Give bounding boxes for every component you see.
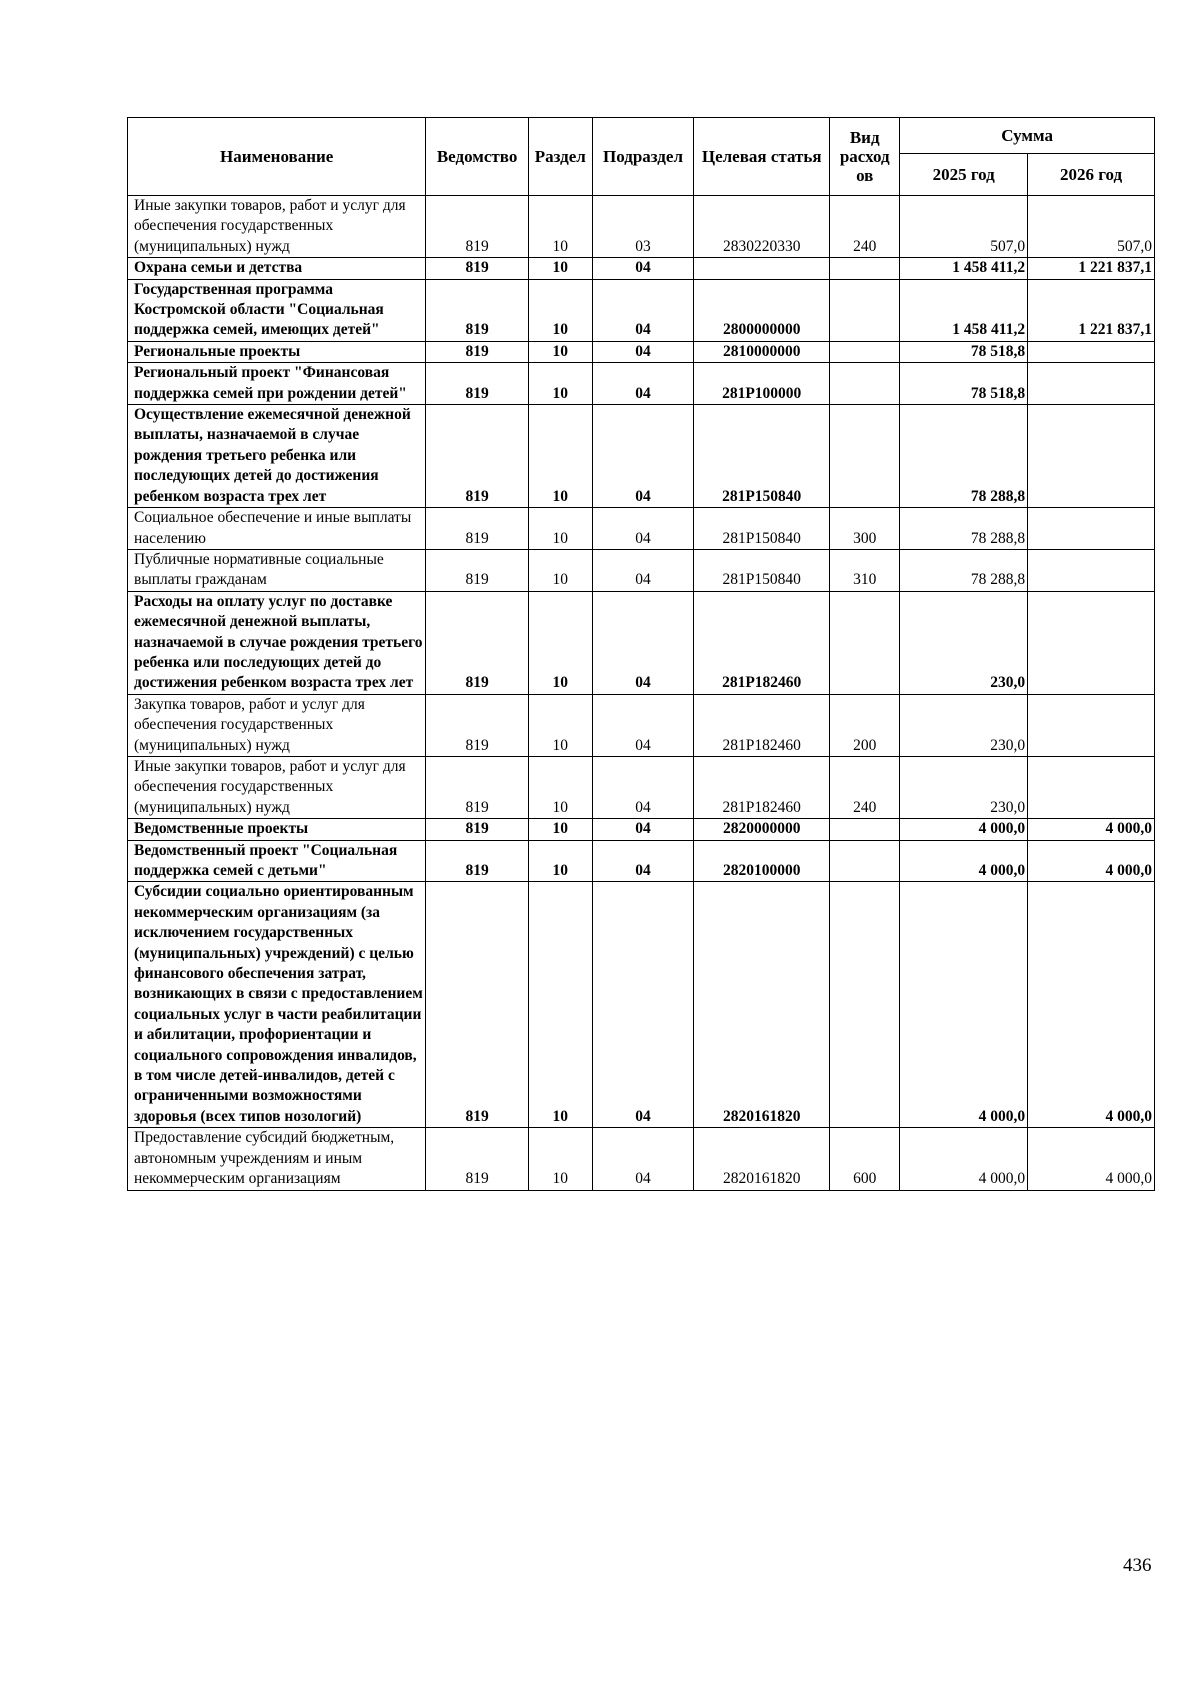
row-name: Закупка товаров, работ и услуг для обеспечения государственных (муниципальных) нужд [128,694,426,756]
row-name: Охрана семьи и детства [128,258,426,279]
row-section: 10 [528,840,592,882]
row-dept: 819 [426,549,528,591]
row-sum-2026: 1 221 837,1 [1028,258,1155,279]
row-section: 10 [528,819,592,840]
row-dept: 819 [426,258,528,279]
header-dept: Ведомство [426,118,528,196]
row-dept: 819 [426,279,528,341]
table-row [128,341,1155,362]
row-section: 10 [528,341,592,362]
row-sum-2026 [1028,405,1155,508]
row-sum-2025: 1 458 411,2 [900,258,1028,279]
row-target: 281Р150840 [694,508,830,550]
row-sum-2025: 78 288,8 [900,405,1028,508]
row-expense-type [830,840,900,882]
table-row [128,840,1155,882]
row-subsection: 04 [592,756,693,818]
header-name: Наименование [128,118,426,196]
row-target: 2820161820 [694,882,830,1128]
row-sum-2026 [1028,694,1155,756]
row-target: 2820000000 [694,819,830,840]
row-section: 10 [528,1128,592,1190]
header-target: Целевая статья [694,118,830,196]
row-expense-type: 600 [830,1128,900,1190]
row-sum-2026: 1 221 837,1 [1028,279,1155,341]
row-sum-2026: 4 000,0 [1028,819,1155,840]
row-target: 281Р150840 [694,405,830,508]
row-sum-2025: 4 000,0 [900,1128,1028,1190]
row-subsection: 04 [592,279,693,341]
row-expense-type [830,819,900,840]
row-dept: 819 [426,756,528,818]
row-sum-2025: 230,0 [900,694,1028,756]
row-name: Государственная программа Костромской области "Социальная поддержка семей, имеющих детей" [128,279,426,341]
row-target: 281Р182460 [694,591,830,694]
row-name: Иные закупки товаров, работ и услуг для обеспечения государственных (муниципальных) нужд [128,756,426,818]
header-2026: 2026 год [1028,154,1155,196]
row-name: Осуществление ежемесячной денежной выплаты, назначаемой в случае рождения третьего ребенка или последующих детей до достижения ребенком возраста трех лет [128,405,426,508]
row-expense-type [830,258,900,279]
header-sum: Сумма [900,118,1155,154]
row-target: 2810000000 [694,341,830,362]
row-sum-2026: 4 000,0 [1028,840,1155,882]
row-dept: 819 [426,591,528,694]
row-target [694,258,830,279]
row-expense-type: 300 [830,508,900,550]
row-section: 10 [528,549,592,591]
row-section: 10 [528,258,592,279]
row-sum-2025: 78 518,8 [900,341,1028,362]
table-row [128,819,1155,840]
row-target: 2830220330 [694,196,830,258]
row-subsection: 04 [592,341,693,362]
row-section: 10 [528,363,592,405]
row-sum-2026 [1028,363,1155,405]
row-dept: 819 [426,405,528,508]
header-subsection: Подраздел [592,118,693,196]
row-section: 10 [528,694,592,756]
row-subsection: 04 [592,840,693,882]
row-section: 10 [528,882,592,1128]
row-expense-type [830,882,900,1128]
row-section: 10 [528,756,592,818]
row-sum-2025: 230,0 [900,591,1028,694]
row-dept: 819 [426,1128,528,1190]
table-row [128,756,1155,818]
row-name: Расходы на оплату услуг по доставке ежемесячной денежной выплаты, назначаемой в случае рождения третьего ребенка или последующих детей до достижения ребенком возраста трех лет [128,591,426,694]
row-sum-2026 [1028,549,1155,591]
row-name: Региональные проекты [128,341,426,362]
row-expense-type [830,341,900,362]
header-section: Раздел [528,118,592,196]
row-dept: 819 [426,882,528,1128]
row-section: 10 [528,405,592,508]
row-sum-2026: 4 000,0 [1028,1128,1155,1190]
row-section: 10 [528,508,592,550]
page-number: 436 [1123,1555,1152,1576]
row-name: Ведомственные проекты [128,819,426,840]
row-subsection: 04 [592,1128,693,1190]
row-dept: 819 [426,341,528,362]
row-expense-type [830,363,900,405]
row-sum-2025: 78 518,8 [900,363,1028,405]
row-sum-2025: 1 458 411,2 [900,279,1028,341]
row-subsection: 04 [592,508,693,550]
row-target: 2820100000 [694,840,830,882]
row-sum-2026: 507,0 [1028,196,1155,258]
table-row [128,363,1155,405]
row-subsection: 04 [592,694,693,756]
row-expense-type: 240 [830,196,900,258]
table-row [128,508,1155,550]
table-row [128,882,1155,1128]
row-sum-2026 [1028,341,1155,362]
table-row [128,549,1155,591]
row-dept: 819 [426,694,528,756]
row-target: 281Р182460 [694,756,830,818]
row-name: Публичные нормативные социальные выплаты гражданам [128,549,426,591]
row-sum-2026 [1028,591,1155,694]
row-sum-2025: 4 000,0 [900,819,1028,840]
row-expense-type: 240 [830,756,900,818]
row-subsection: 03 [592,196,693,258]
row-name: Иные закупки товаров, работ и услуг для обеспечения государственных (муниципальных) нужд [128,196,426,258]
row-subsection: 04 [592,363,693,405]
table-row [128,258,1155,279]
row-sum-2025: 78 288,8 [900,549,1028,591]
row-dept: 819 [426,840,528,882]
row-sum-2025: 4 000,0 [900,882,1028,1128]
row-name: Социальное обеспечение и иные выплаты населению [128,508,426,550]
row-section: 10 [528,591,592,694]
table-row [128,196,1155,258]
row-expense-type: 200 [830,694,900,756]
row-name: Региональный проект "Финансовая поддержка семей при рождении детей" [128,363,426,405]
row-sum-2025: 230,0 [900,756,1028,818]
row-name: Предоставление субсидий бюджетным, автономным учреждениям и иным некоммерческим организациям [128,1128,426,1190]
table-row [128,591,1155,694]
header-expense-type: Вид расход ов [830,118,900,196]
row-name: Ведомственный проект "Социальная поддержка семей с детьми" [128,840,426,882]
row-subsection: 04 [592,882,693,1128]
row-sum-2025: 507,0 [900,196,1028,258]
table-row [128,279,1155,341]
row-subsection: 04 [592,549,693,591]
table-row [128,405,1155,508]
row-target: 281Р100000 [694,363,830,405]
row-sum-2026: 4 000,0 [1028,882,1155,1128]
row-target: 2820161820 [694,1128,830,1190]
row-expense-type: 310 [830,549,900,591]
row-dept: 819 [426,508,528,550]
row-sum-2026 [1028,756,1155,818]
row-expense-type [830,279,900,341]
row-subsection: 04 [592,405,693,508]
row-sum-2025: 78 288,8 [900,508,1028,550]
row-target: 281Р182460 [694,694,830,756]
table-row [128,694,1155,756]
row-sum-2025: 4 000,0 [900,840,1028,882]
row-sum-2026 [1028,508,1155,550]
budget-table [127,117,1155,1191]
row-dept: 819 [426,196,528,258]
row-subsection: 04 [592,591,693,694]
row-section: 10 [528,279,592,341]
row-section: 10 [528,196,592,258]
row-subsection: 04 [592,258,693,279]
row-subsection: 04 [592,819,693,840]
header-2025: 2025 год [900,154,1028,196]
row-target: 2800000000 [694,279,830,341]
table-row [128,1128,1155,1190]
row-expense-type [830,405,900,508]
row-expense-type [830,591,900,694]
row-dept: 819 [426,363,528,405]
row-name: Субсидии социально ориентированным некоммерческим организациям (за исключением государственных (муниципальных) учреждений) с целью финансового обеспечения затрат, возникающих в связи с предоставлением социальных услуг в части реабилитации и абилитации, профориентации и социального сопровождения инвалидов, в том числе детей-инвалидов, детей с ограниченными возможностями здоровья (всех типов нозологий) [128,882,426,1128]
row-target: 281Р150840 [694,549,830,591]
row-dept: 819 [426,819,528,840]
